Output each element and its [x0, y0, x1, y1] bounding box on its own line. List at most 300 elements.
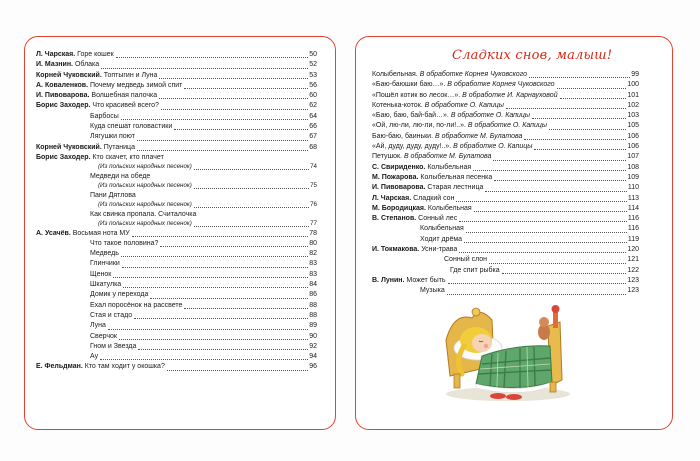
toc-title-text: (Из польских народных песенок): [98, 201, 192, 209]
toc-leader-dots: [121, 256, 308, 257]
toc-title-text: Где спит рыбка: [450, 266, 500, 274]
toc-entry-title: [444, 255, 487, 265]
toc-entry: [372, 70, 639, 80]
toc-entry: [36, 81, 317, 91]
toc-page-number: 62: [309, 102, 317, 110]
toc-page-number: 113: [627, 194, 639, 202]
toc-page-number: 108: [627, 163, 639, 171]
toc-entry-title: [36, 143, 135, 153]
toc-page-number: 107: [627, 153, 639, 161]
toc-leader-dots: [134, 318, 308, 319]
toc-entry: [36, 112, 317, 122]
toc-page-number: 123: [627, 287, 639, 295]
toc-leader-dots: [506, 108, 626, 109]
toc-leader-dots: [113, 277, 308, 278]
toc-page-number: 103: [627, 112, 639, 120]
toc-page-number: 80: [309, 239, 317, 247]
toc-entry-title: [90, 259, 120, 269]
toc-entry-title: [98, 163, 192, 172]
toc-title-text: Медведи на обеде: [90, 172, 151, 180]
toc-leader-dots: [101, 68, 308, 69]
toc-entry: [36, 290, 317, 300]
toc-entry: [372, 286, 639, 296]
toc-title-text: Что красивей всего?: [90, 102, 159, 110]
toc-author: С. Свириденко.: [372, 163, 426, 171]
toc-entry: [36, 321, 317, 331]
toc-page-number: 64: [309, 112, 317, 120]
toc-page-number: 92: [309, 342, 317, 350]
toc-entry-title: [372, 111, 530, 121]
toc-title-text: Колыбельная песенка: [418, 173, 493, 181]
toc-page-number: 74: [310, 163, 317, 171]
toc-page-number: 116: [627, 225, 639, 233]
toc-title-text: Сверчок: [90, 332, 117, 340]
toc-title-text: Усни-трава: [419, 246, 458, 254]
toc-author: Е. Фельдман.: [36, 363, 83, 371]
toc-entry: [372, 235, 639, 245]
toc-title-text: Ходит дрёма: [420, 235, 463, 243]
cheek: [484, 344, 488, 348]
right-toc: [372, 70, 639, 297]
toc-leader-dots: [137, 150, 308, 151]
toc-entry-title: [372, 276, 446, 286]
toc-leader-dots: [121, 119, 308, 120]
toc-leader-dots: [194, 188, 309, 189]
toc-leader-dots: [557, 88, 627, 89]
toc-entry: [36, 239, 317, 249]
toc-entry-title: [420, 286, 445, 296]
toc-title-text: (Из польских народных песенок): [98, 182, 192, 190]
toc-page-number: 90: [309, 332, 317, 340]
toc-leader-dots: [108, 329, 308, 330]
toc-author: И. Пивоварова.: [36, 92, 90, 100]
toc-title-text: Медведь: [90, 250, 119, 258]
toc-page-number: 84: [309, 281, 317, 289]
toc-page-number: 106: [627, 132, 639, 140]
toc-page-number: 66: [309, 123, 317, 131]
toc-page-number: 53: [309, 71, 317, 79]
toc-leader-dots: [132, 236, 308, 237]
toc-entry-title: [36, 91, 157, 101]
toc-entry-title: [372, 101, 504, 111]
toc-leader-dots: [167, 370, 308, 371]
toc-entry: [372, 276, 639, 286]
toc-entry: [372, 266, 639, 276]
toc-page-number: 100: [627, 81, 639, 89]
toc-entry: [372, 152, 639, 162]
toc-page-number: 123: [627, 276, 639, 284]
toc-title-text: Стая и стадо: [90, 311, 133, 319]
toc-page-number: 109: [627, 173, 639, 181]
toc-entry-title: [90, 112, 119, 122]
toc-entry: [36, 50, 317, 60]
toc-leader-dots: [122, 267, 308, 268]
toc-title-text: Старая лестница: [425, 184, 484, 192]
toc-adaptation-note: В обработке Корнея Чуковского: [447, 81, 555, 89]
toc-adaptation-note: В обработке И. Карнауховой: [462, 91, 558, 99]
toc-page-number: 99: [631, 71, 639, 78]
toc-leader-dots: [493, 160, 626, 161]
toc-page-number: 78: [309, 229, 317, 237]
toc-adaptation-note: В обработке М. Булатова: [403, 153, 492, 161]
toc-title-text: Горе кошек: [75, 51, 114, 58]
toc-author: В. Степанов.: [372, 215, 417, 223]
toc-leader-dots: [464, 242, 627, 243]
toc-entry-title: [372, 80, 555, 90]
toc-adaptation-note: В обработке О. Капицы: [467, 122, 548, 130]
toc-leader-dots: [560, 98, 627, 99]
toc-entry: [36, 352, 317, 362]
toc-page-number: 105: [627, 122, 639, 130]
toc-entry: [36, 132, 317, 142]
toc-entry: [372, 111, 639, 121]
toc-entry-title: [420, 235, 462, 245]
toc-title-text: Музыка: [420, 287, 445, 295]
toc-entry: [36, 201, 317, 210]
toc-author: Л. Чарская.: [372, 194, 412, 202]
toc-entry-title: [90, 132, 135, 142]
toc-title-text: Котенька-коток.: [372, 101, 425, 109]
toc-author: М. Бородицкая.: [372, 204, 426, 212]
toc-page-number: 94: [309, 353, 317, 361]
toc-entry: [372, 80, 639, 90]
toc-title-text: Щенок: [90, 270, 112, 278]
toc-page-number: 83: [309, 270, 317, 278]
toc-entry: [372, 132, 639, 142]
toc-leader-dots: [549, 129, 626, 130]
toc-entry: [372, 163, 639, 173]
toc-leader-dots: [159, 98, 308, 99]
toc-leader-dots: [459, 221, 627, 222]
toc-title-text: «Ай, дуду, дуду, дуду!..».: [372, 143, 454, 151]
toc-page-number: 56: [309, 81, 317, 89]
toc-entry-title: [90, 249, 119, 259]
toc-title-text: Ау: [90, 353, 99, 361]
toc-page-number: 89: [309, 322, 317, 330]
toc-title-text: Колыбельная.: [372, 71, 420, 78]
toc-page-number: 101: [627, 91, 639, 99]
toc-entry-title: [36, 153, 164, 163]
toc-entry: [36, 270, 317, 280]
toc-title-text: Шкатулка: [90, 281, 122, 289]
bed-post-knob: [552, 305, 560, 313]
toc-page-number: 121: [627, 256, 639, 264]
toc-leader-dots: [447, 294, 627, 295]
toc-entry-title: [90, 210, 196, 220]
toc-entry: [372, 194, 639, 204]
toc-entry-title: [36, 81, 182, 91]
toc-title-text: Волшебная палочка: [89, 92, 158, 100]
toc-page-number: 52: [309, 61, 317, 69]
toc-leader-dots: [473, 170, 626, 171]
toc-leader-dots: [159, 78, 308, 79]
toc-page-number: 76: [310, 201, 317, 209]
toc-entry: [36, 362, 317, 372]
toc-entry: [36, 259, 317, 269]
toc-entry: [36, 210, 317, 220]
toc-title-text: Сладкий сон: [411, 194, 455, 202]
toc-title-text: (Из польских народных песенок): [98, 163, 192, 171]
toc-page-number: 67: [309, 133, 317, 141]
toc-page-number: 88: [309, 301, 317, 309]
toc-title-text: Луна: [90, 322, 106, 330]
slipper-left: [490, 393, 506, 399]
toc-page-number: 75: [310, 182, 317, 190]
toc-page-number: 106: [627, 143, 639, 151]
toc-entry-title: [372, 183, 483, 193]
toc-adaptation-note: В обработке О. Капицы: [453, 143, 533, 151]
toc-title-text: Восьмая нота МУ: [70, 229, 130, 237]
toc-entry-title: [90, 191, 136, 201]
toc-entry-title: [90, 332, 117, 342]
toc-leader-dots: [100, 359, 308, 360]
toc-entry-title: [90, 311, 132, 321]
toc-entry-title: [98, 182, 192, 191]
toc-leader-dots: [524, 139, 626, 140]
toc-title-text: Глинчики: [90, 260, 120, 268]
toc-author: А. Коваленков.: [36, 81, 89, 89]
bed-leg-left: [454, 374, 460, 388]
toc-page-number: 68: [309, 143, 317, 151]
toc-adaptation-note: В обработке Корнея Чуковского: [419, 71, 527, 78]
toc-entry: [36, 60, 317, 70]
toc-entry-title: [372, 142, 532, 152]
toc-entry: [36, 342, 317, 352]
toc-leader-dots: [194, 207, 309, 208]
toc-page-number: 77: [310, 219, 317, 227]
toc-leader-dots: [194, 226, 309, 227]
toc-author: Борис Заходер.: [36, 102, 91, 110]
toc-page-number: 102: [627, 101, 639, 109]
toc-leader-dots: [116, 57, 308, 58]
toc-author: А. Усачёв.: [36, 229, 71, 237]
toc-entry: [36, 191, 317, 201]
toc-page-number: 88: [309, 311, 317, 319]
toc-leader-dots: [150, 298, 308, 299]
toc-author: М. Пожарова.: [372, 173, 419, 181]
toc-leader-dots: [138, 349, 308, 350]
section-title: Сладких снов, малыш!: [452, 48, 613, 63]
toc-entry: [36, 229, 317, 239]
toc-adaptation-note: В обработке О. Капицы: [424, 101, 504, 109]
toc-title-text: Облака: [73, 61, 100, 69]
toc-author: В. Лунин.: [372, 276, 405, 284]
toc-entry-title: [36, 60, 99, 70]
toc-title-text: Домик у перехода: [90, 291, 149, 299]
toc-leader-dots: [532, 118, 626, 119]
toc-entry-title: [36, 229, 130, 239]
toc-entry: [36, 172, 317, 182]
toc-entry-title: [90, 122, 172, 132]
slipper-right: [506, 394, 522, 400]
toc-leader-dots: [184, 88, 308, 89]
toc-leader-dots: [448, 283, 627, 284]
toc-entry: [372, 214, 639, 224]
toc-page-number: 86: [309, 291, 317, 299]
toc-entry-title: [450, 266, 500, 276]
toc-leader-dots: [534, 149, 626, 150]
toc-adaptation-note: В обработке М. Булатова: [434, 132, 523, 140]
toc-entry-title: [98, 220, 192, 229]
toc-entry-title: [372, 173, 492, 183]
toc-page-number: 122: [627, 266, 639, 274]
toc-title-text: Пани Дятлова: [90, 191, 136, 199]
toc-leader-dots: [459, 252, 626, 253]
toc-title-text: Колыбельная: [425, 163, 472, 171]
toc-entry: [372, 204, 639, 214]
toc-entry-title: [36, 101, 159, 111]
toc-title-text: Лягушки поют: [90, 133, 135, 141]
toc-page-number: 60: [309, 92, 317, 100]
toc-leader-dots: [474, 211, 627, 212]
toc-entry-title: [372, 194, 454, 204]
toc-leader-dots: [161, 109, 308, 110]
toc-entry: [36, 122, 317, 132]
toc-leader-dots: [529, 77, 630, 78]
toc-entry-title: [90, 290, 148, 300]
toc-leader-dots: [466, 232, 627, 233]
bed-leg-right: [550, 382, 556, 392]
toc-author: И. Мазнин.: [36, 61, 73, 69]
toc-title-text: Колыбельная: [425, 204, 472, 212]
toc-leader-dots: [160, 246, 308, 247]
toc-entry-title: [90, 321, 106, 331]
toc-entry-title: [98, 201, 192, 210]
toc-entry-title: [36, 362, 165, 372]
toc-title-text: Куда спешат головастики: [90, 123, 173, 131]
toc-title-text: Путаница: [101, 143, 135, 151]
toc-entry-title: [90, 301, 182, 311]
toc-title-text: Почему медведь зимой спит: [88, 81, 183, 89]
toc-entry-title: [372, 163, 471, 173]
toc-entry-title: [372, 245, 457, 255]
toc-author: Корней Чуковский.: [36, 143, 102, 151]
toc-entry: [372, 224, 639, 234]
toc-leader-dots: [485, 191, 626, 192]
toc-leader-dots: [194, 169, 309, 170]
toc-entry: [36, 249, 317, 259]
toc-entry: [36, 220, 317, 229]
toc-entry: [372, 183, 639, 193]
toc-leader-dots: [123, 287, 308, 288]
toc-author: И. Пивоварова.: [372, 184, 426, 192]
toc-title-text: Как свинка пропала. Считалочка: [90, 210, 197, 218]
toc-title-text: «Пошёл котик во лесок…».: [372, 91, 463, 99]
toc-entry: [372, 255, 639, 265]
toc-entry: [372, 121, 639, 131]
toc-leader-dots: [502, 273, 627, 274]
left-toc: [36, 50, 317, 373]
toc-leader-dots: [494, 180, 626, 181]
toc-entry-title: [420, 224, 464, 234]
toc-author: И. Токмакова.: [372, 246, 420, 254]
toc-entry: [372, 245, 639, 255]
toc-entry-title: [90, 352, 98, 362]
toc-title-text: Кто там ходит у окошка?: [82, 363, 165, 371]
toc-title-text: Баю-баю, баиньки.: [372, 132, 435, 140]
toc-entry-title: [372, 204, 472, 214]
toc-page-number: 50: [309, 51, 317, 58]
bed-knob: [472, 308, 480, 316]
toc-entry: [36, 143, 317, 153]
toc-entry: [372, 173, 639, 183]
toc-page-number: 83: [309, 260, 317, 268]
toy-head: [539, 317, 549, 327]
toc-title-text: Сонный лес: [416, 215, 458, 223]
toc-leader-dots: [137, 140, 308, 141]
toc-author: Корней Чуковский.: [36, 71, 102, 79]
toc-entry-title: [36, 50, 114, 60]
toc-entry-title: [372, 152, 491, 162]
toc-title-text: Сонный слон: [444, 256, 487, 264]
toc-entry-title: [90, 342, 136, 352]
toc-title-text: «Ой, лю-ли, лю-ли, по-ли!..».: [372, 122, 468, 130]
toc-title-text: Что такое половина?: [90, 239, 159, 247]
toc-leader-dots: [456, 201, 626, 202]
toc-author: Л. Чарская.: [36, 51, 76, 58]
toc-entry: [36, 332, 317, 342]
toc-entry: [36, 311, 317, 321]
face: [472, 334, 492, 352]
toc-entry-title: [90, 270, 111, 280]
toc-entry: [36, 280, 317, 290]
toc-entry-title: [372, 91, 558, 101]
toc-entry: [36, 91, 317, 101]
toc-page-number: 96: [309, 363, 317, 371]
toc-page-number: 82: [309, 250, 317, 258]
toc-leader-dots: [184, 308, 308, 309]
toc-entry: [36, 301, 317, 311]
toc-author: Борис Заходер.: [36, 153, 91, 161]
toc-entry-title: [372, 121, 547, 131]
toc-title-text: «Баю-баюшки баю…».: [372, 81, 448, 89]
toc-leader-dots: [119, 339, 308, 340]
toc-entry-title: [90, 280, 121, 290]
toc-title-text: Топтыгин и Луна: [101, 71, 158, 79]
toc-entry-title: [372, 132, 522, 142]
sleeping-girl-in-bed-illustration: [436, 296, 574, 402]
toc-entry: [372, 142, 639, 152]
toc-entry-title: [372, 214, 457, 224]
toc-page-number: 116: [627, 215, 639, 223]
toc-entry-title: [90, 172, 150, 182]
toc-leader-dots: [174, 129, 308, 130]
toc-title-text: Барбосы: [90, 112, 119, 120]
toc-page-number: 114: [627, 204, 639, 212]
toc-title-text: Петушок.: [372, 153, 404, 161]
toc-entry: [372, 91, 639, 101]
toc-page-number: 119: [627, 235, 639, 243]
toc-title-text: Гном и Звезда: [90, 342, 137, 350]
toc-entry-title: [372, 70, 527, 80]
toc-entry: [36, 163, 317, 172]
toc-entry: [36, 101, 317, 111]
toc-entry-title: [90, 239, 158, 249]
toc-title-text: «Баю, баю, бай-бай…».: [372, 112, 451, 120]
toc-title-text: Колыбельная: [420, 225, 464, 233]
toc-title-text: (Из польских народных песенок): [98, 219, 192, 227]
toc-page-number: 120: [627, 246, 639, 254]
toc-title-text: Может быть: [404, 276, 446, 284]
toc-leader-dots: [489, 263, 626, 264]
toc-page-number: 110: [627, 184, 639, 192]
toc-title-text: Ехал поросёнок на рассвете: [90, 301, 183, 309]
toc-title-text: Кто скачет, кто плачет: [90, 153, 164, 161]
toc-entry: [36, 182, 317, 191]
toc-entry-title: [36, 71, 157, 81]
toc-entry: [36, 153, 317, 163]
toc-entry: [36, 71, 317, 81]
